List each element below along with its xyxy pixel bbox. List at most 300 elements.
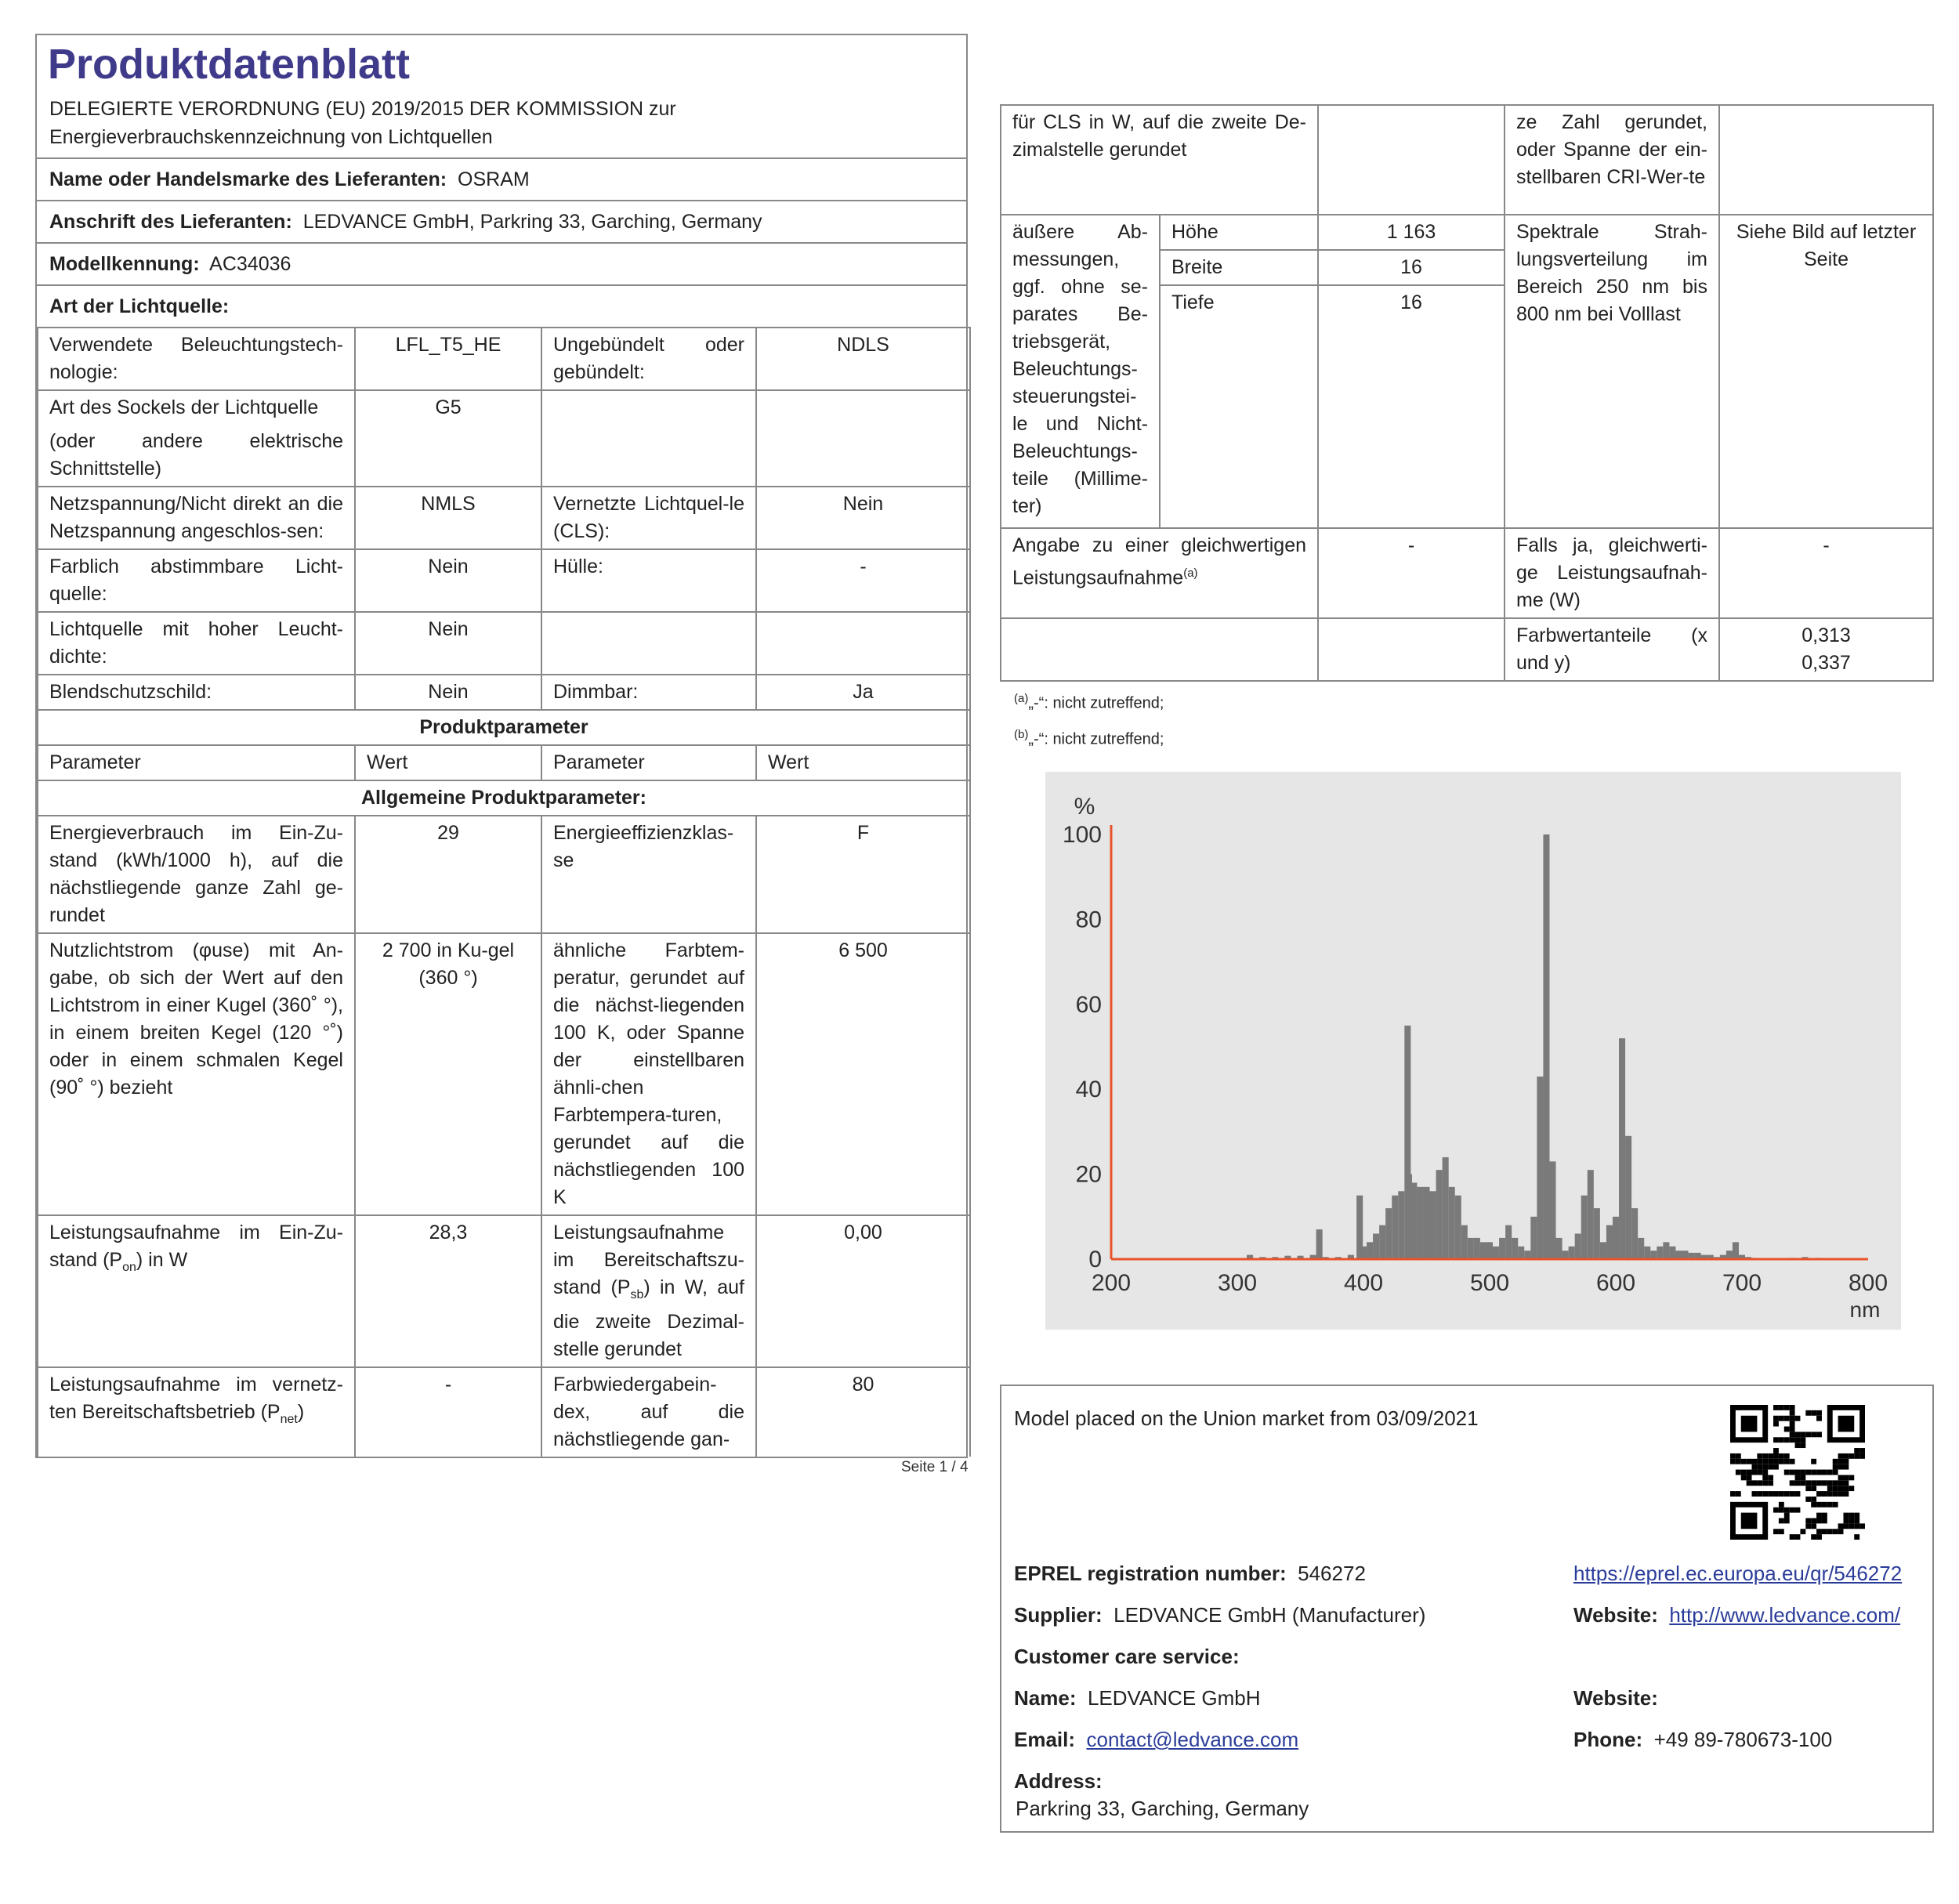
param-cell: Farbwiedergabein-dex, auf die nächstliegende gan- [541, 1367, 756, 1457]
x-tick-label: 600 [1595, 1270, 1636, 1296]
spectrum-bar [1392, 1196, 1398, 1259]
qr-module [1827, 1470, 1833, 1475]
qr-module [1822, 1502, 1827, 1508]
x-tick-label: 200 [1091, 1270, 1132, 1296]
qr-module [1795, 1480, 1801, 1486]
param-subscript: on [122, 1261, 136, 1274]
spectrum-bar [1499, 1238, 1505, 1259]
qr-module [1795, 1508, 1801, 1513]
header-box [35, 34, 968, 1458]
spectrum-bar [1581, 1196, 1588, 1259]
dimension-name: Breite [1160, 250, 1318, 285]
table-row [38, 328, 970, 390]
footnote-marker: (b) [1014, 727, 1029, 741]
qr-module [1849, 1513, 1854, 1518]
qr-module [1768, 1475, 1773, 1480]
value-cell: 0,00 [756, 1215, 970, 1367]
regulation-line-2: Energieverbrauchskennzeichnung von Lichtquellen [49, 126, 493, 148]
qr-module [1816, 1491, 1822, 1497]
qr-module [1784, 1416, 1790, 1421]
supplier-name-label: Name oder Handelsmarke des Lieferanten: [49, 168, 447, 190]
qr-module [1790, 1421, 1795, 1427]
param-text: ) in W, auf die zweite Dezimal-stelle gerundet [553, 1276, 744, 1360]
qr-module [1768, 1491, 1773, 1497]
y-tick-label: 60 [1075, 991, 1102, 1018]
qr-module [1795, 1442, 1801, 1448]
website-link[interactable]: http://www.ledvance.com/ [1669, 1603, 1901, 1627]
email-row [1014, 1726, 1298, 1753]
eprel-registration [1014, 1560, 1366, 1587]
care-website-row [1573, 1685, 1658, 1711]
value-cell: 28,3 [355, 1215, 541, 1367]
qr-module [1800, 1470, 1805, 1475]
qr-module [1795, 1437, 1801, 1442]
care-name-label: Name: [1014, 1686, 1077, 1710]
y-axis-label: % [1074, 794, 1095, 820]
qr-module [1827, 1502, 1833, 1508]
param-cell: Farblich abstimmbare Licht-quelle: [38, 549, 355, 612]
eprel-info-box [1000, 1385, 1934, 1833]
column-header-row [38, 745, 970, 780]
qr-module [1838, 1491, 1844, 1497]
section-product-parameters: Produktparameter [38, 710, 970, 745]
qr-code-icon[interactable] [1730, 1405, 1865, 1540]
qr-module [1730, 1491, 1736, 1497]
footnote-text: „-“: nicht zutreffend; [1028, 730, 1164, 748]
param-cell: Netzspannung/Nicht direkt an die Netzspannung angeschlos-sen: [38, 487, 355, 549]
light-source-table [37, 327, 971, 1457]
care-website-label: Website: [1573, 1686, 1658, 1710]
value-cell: Ja [756, 675, 970, 710]
qr-module [1800, 1475, 1805, 1480]
qr-module [1773, 1421, 1779, 1427]
qr-module [1822, 1513, 1827, 1518]
qr-module [1779, 1508, 1784, 1513]
spectrum-bar [1650, 1251, 1657, 1259]
spectrum-bar [1600, 1242, 1606, 1259]
qr-module [1762, 1475, 1768, 1480]
spectrum-bar [1474, 1238, 1480, 1259]
qr-module [1779, 1529, 1784, 1534]
qr-module [1843, 1518, 1849, 1523]
equivalent-power-w-label: Falls ja, gleichwerti-ge Leistungsaufnah-me (W) [1505, 528, 1719, 618]
param-cell: Nutzlichtstrom (φuse) mit An-gabe, ob sich der Wert auf den Lichtstrom in einer Kugel (360˚ °), in einem breiten Kegel (120 °˚) oder in einem schmalen Kegel (90˚ °) bezieht [38, 933, 355, 1215]
qr-module [1757, 1464, 1762, 1470]
qr-module [1816, 1513, 1822, 1518]
eprel-link-wrap [1573, 1560, 1902, 1587]
qr-module [1784, 1508, 1790, 1513]
spectrum-bar [1410, 1182, 1417, 1259]
qr-module [1816, 1410, 1822, 1416]
footnote-a [1014, 683, 1932, 719]
qr-module [1768, 1459, 1773, 1464]
qr-module [1795, 1470, 1801, 1475]
equivalent-power-label [1001, 528, 1318, 618]
page-title: Produktdatenblatt [48, 41, 411, 88]
qr-module [1838, 1529, 1844, 1534]
spectrum-bar [1379, 1225, 1385, 1259]
table-row [38, 675, 970, 710]
qr-module [1805, 1518, 1811, 1523]
qr-module [1838, 1475, 1844, 1480]
socket-label: Art des Sockels der Lichtquelle [49, 396, 319, 418]
table-row [1001, 618, 1933, 681]
supplier-address: LEDVANCE GmbH, Parkring 33, Garching, Germany [302, 211, 762, 233]
qr-module [1811, 1523, 1816, 1529]
qr-module [1838, 1416, 1855, 1432]
column-header-value: Wert [355, 745, 541, 780]
spectrum-bar [1606, 1225, 1613, 1259]
email-link[interactable]: contact@ledvance.com [1086, 1728, 1299, 1751]
qr-module [1838, 1453, 1844, 1459]
qr-module [1747, 1459, 1752, 1464]
qr-module [1843, 1464, 1849, 1470]
qr-module [1816, 1480, 1822, 1486]
spectrum-bar [1562, 1251, 1569, 1259]
qr-module [1784, 1513, 1790, 1518]
spectrum-bar [1449, 1187, 1455, 1259]
param-cell: Ungebündelt oder gebündelt: [541, 328, 756, 390]
qr-module [1730, 1459, 1736, 1464]
qr-module [1822, 1470, 1827, 1475]
param-text: ) [297, 1401, 305, 1423]
qr-module [1779, 1518, 1784, 1523]
eprel-link[interactable]: https://eprel.ec.europa.eu/qr/546272 [1573, 1562, 1903, 1585]
qr-module [1811, 1459, 1816, 1464]
qr-module [1790, 1508, 1795, 1513]
qr-module [1800, 1529, 1805, 1534]
table-row [1001, 105, 1933, 215]
qr-module [1838, 1459, 1844, 1464]
qr-module [1784, 1518, 1790, 1523]
qr-module [1762, 1453, 1768, 1459]
qr-module [1843, 1480, 1849, 1486]
column-header-value: Wert [756, 745, 970, 780]
spectrum-bar [1733, 1242, 1739, 1259]
qr-module [1795, 1432, 1801, 1437]
param-text: ) in W [136, 1249, 188, 1271]
qr-module [1849, 1486, 1854, 1491]
spectrum-bar [1631, 1208, 1638, 1259]
table-row [1001, 528, 1933, 618]
qr-module [1805, 1410, 1811, 1416]
care-name-row [1014, 1685, 1261, 1711]
qr-module [1773, 1464, 1779, 1470]
spectral-chart-svg [1045, 772, 1901, 1330]
param-cell: ze Zahl gerundet, oder Spanne der ein-stellbaren CRI-Wer-te [1505, 105, 1719, 215]
table-row [38, 1367, 970, 1457]
qr-module [1811, 1497, 1816, 1502]
value-cell: G5 [355, 390, 541, 487]
dimension-value: 16 [1318, 285, 1505, 528]
qr-module [1784, 1405, 1790, 1410]
qr-module [1736, 1470, 1741, 1475]
qr-module [1762, 1470, 1768, 1475]
chromaticity-y: 0,337 [1801, 652, 1851, 674]
value-cell: NDLS [756, 328, 970, 390]
y-tick-label: 0 [1088, 1247, 1102, 1272]
qr-module [1816, 1534, 1822, 1540]
eprel-registration-number: 546272 [1298, 1562, 1366, 1585]
y-tick-label: 20 [1075, 1161, 1102, 1188]
footnote-b [1014, 719, 1932, 755]
spectrum-bar [1436, 1170, 1443, 1259]
address-heading [1014, 1768, 1103, 1794]
qr-module [1854, 1513, 1859, 1518]
qr-module [1822, 1491, 1827, 1497]
qr-module [1741, 1470, 1747, 1475]
supplier-value: LEDVANCE GmbH (Manufacturer) [1113, 1603, 1426, 1627]
spectral-value: Siehe Bild auf letzter Seite [1719, 215, 1933, 528]
qr-module [1843, 1475, 1849, 1480]
qr-module [1795, 1416, 1801, 1421]
qr-module [1833, 1486, 1838, 1491]
param-text: Leistungsaufnahme im Ein-Zu-stand (P [49, 1222, 343, 1271]
table-row [38, 816, 970, 933]
table-row [38, 487, 970, 549]
value-cell: - [756, 549, 970, 612]
model-row [37, 242, 966, 284]
value-cell: Nein [355, 612, 541, 675]
qr-module [1784, 1459, 1790, 1464]
supplier-name-row [37, 157, 966, 200]
qr-module [1795, 1491, 1801, 1497]
qr-module [1854, 1448, 1859, 1453]
spectrum-bar [1530, 1217, 1537, 1259]
qr-module [1827, 1480, 1833, 1486]
website-label: Website: [1573, 1603, 1658, 1627]
spectrum-bar [1575, 1233, 1581, 1259]
param-text: Leistungsaufnahme im vernetz-ten Bereitschaftsbetrieb (P [49, 1374, 343, 1423]
qr-module [1752, 1470, 1758, 1475]
chromaticity-label: Farbwertanteile (x und y) [1505, 618, 1719, 681]
value-cell: Nein [355, 675, 541, 710]
qr-module [1822, 1518, 1827, 1523]
qr-module [1816, 1470, 1822, 1475]
spectrum-bar [1675, 1251, 1682, 1259]
qr-module [1833, 1459, 1838, 1464]
qr-module [1741, 1475, 1747, 1480]
qr-module [1784, 1437, 1790, 1442]
column-header-param: Parameter [541, 745, 756, 780]
param-cell: ähnliche Farbtem-peratur, gerundet auf die nächst-liegenden 100 K, oder Spanne der einstellbaren ähnli-chen Farbtempera-turen, gerundet auf die nächstliegenden 100 K [541, 933, 756, 1215]
table-row [38, 933, 970, 1215]
qr-module [1811, 1470, 1816, 1475]
spectral-chart [1045, 772, 1901, 1330]
model-label: Modellkennung: [49, 253, 200, 275]
qr-module [1773, 1448, 1779, 1453]
spectrum-bar [1486, 1242, 1493, 1259]
qr-module [1784, 1427, 1790, 1432]
address-value: Parkring 33, Garching, Germany [1016, 1797, 1309, 1820]
qr-module [1833, 1502, 1838, 1508]
spectrum-bar [1385, 1208, 1392, 1259]
qr-module [1790, 1480, 1795, 1486]
spectrum-bar [1367, 1242, 1373, 1259]
qr-module [1762, 1491, 1768, 1497]
qr-module [1757, 1491, 1762, 1497]
value-cell: 29 [355, 816, 541, 933]
table-row [38, 390, 970, 487]
supplier-address-row [37, 200, 966, 242]
param-cell: Energieverbrauch im Ein-Zu-stand (kWh/1000 h), auf die nächstliegende ganze Zahl ge-rundet [38, 816, 355, 933]
x-tick-label: 300 [1217, 1270, 1258, 1296]
qr-module [1790, 1491, 1795, 1497]
empty-cell [541, 612, 756, 675]
qr-module [1800, 1442, 1805, 1448]
regulation-text [37, 95, 966, 157]
qr-module [1811, 1432, 1816, 1437]
qr-module [1854, 1453, 1859, 1459]
qr-module [1811, 1518, 1816, 1523]
qr-module [1784, 1491, 1790, 1497]
qr-module [1854, 1523, 1859, 1529]
section-header-row [38, 780, 970, 816]
empty-cell [1318, 105, 1505, 215]
param-cell: Dimmbar: [541, 675, 756, 710]
qr-module [1779, 1416, 1784, 1421]
empty-cell [756, 612, 970, 675]
qr-module [1762, 1464, 1768, 1470]
empty-cell [541, 390, 756, 487]
qr-module [1811, 1534, 1816, 1540]
qr-module [1790, 1427, 1795, 1432]
qr-module [1833, 1529, 1838, 1534]
qr-module [1849, 1523, 1854, 1529]
value-cell: 80 [756, 1367, 970, 1457]
footnote-marker: (a) [1014, 692, 1029, 705]
customer-care-heading [1014, 1643, 1240, 1670]
qr-module [1741, 1459, 1747, 1464]
spectrum-bar [1360, 1247, 1367, 1259]
spectrum-bar [1398, 1191, 1404, 1259]
value-cell: F [756, 816, 970, 933]
qr-module [1773, 1459, 1779, 1464]
dimension-value: 16 [1318, 250, 1505, 285]
qr-module [1805, 1486, 1811, 1491]
qr-module [1859, 1453, 1865, 1459]
regulation-line-1: DELEGIERTE VERORDNUNG (EU) 2019/2015 DER KOMMISSION zur [49, 98, 676, 120]
empty-cell [756, 390, 970, 487]
table-row [38, 549, 970, 612]
qr-module [1805, 1470, 1811, 1475]
spectrum-bar [1619, 1038, 1625, 1259]
spectrum-bar [1461, 1225, 1468, 1259]
param-cell [38, 1215, 355, 1367]
x-tick-label: 800 [1848, 1270, 1888, 1296]
qr-module [1816, 1502, 1822, 1508]
spectral-label: Spektrale Strah-lungsverteilung im Bereich 250 nm bis 800 nm bei Volllast [1505, 215, 1719, 528]
qr-module [1805, 1523, 1811, 1529]
qr-module [1827, 1491, 1833, 1497]
qr-module [1838, 1523, 1844, 1529]
qr-module [1833, 1464, 1838, 1470]
qr-module [1800, 1432, 1805, 1437]
y-tick-label: 80 [1075, 907, 1102, 933]
qr-module [1811, 1486, 1816, 1491]
qr-module [1773, 1453, 1779, 1459]
qr-module [1805, 1432, 1811, 1437]
product-datasheet-left [35, 34, 968, 1458]
qr-module [1838, 1486, 1844, 1491]
qr-module [1800, 1437, 1805, 1442]
spectrum-bar [1468, 1238, 1474, 1259]
qr-module [1784, 1470, 1790, 1475]
qr-module [1816, 1416, 1822, 1421]
spectrum-bar [1443, 1157, 1449, 1259]
param-cell: Energieeffizienzklas-se [541, 816, 756, 933]
qr-module [1773, 1405, 1779, 1410]
qr-module [1768, 1464, 1773, 1470]
table-row [38, 1215, 970, 1367]
supplier-name: OSRAM [458, 168, 530, 190]
qr-module [1768, 1480, 1773, 1486]
qr-module [1752, 1459, 1758, 1464]
param-cell: Vernetzte Lichtquel-le (CLS): [541, 487, 756, 549]
qr-module [1762, 1480, 1768, 1486]
qr-module [1757, 1480, 1762, 1486]
empty-cell [1318, 618, 1505, 681]
qr-module [1736, 1453, 1741, 1459]
qr-module [1779, 1491, 1784, 1497]
value-cell: Nein [756, 487, 970, 549]
qr-module [1843, 1491, 1849, 1497]
qr-module [1779, 1502, 1784, 1508]
footnote-marker: (a) [1183, 566, 1198, 580]
spectrum-bar [1543, 834, 1549, 1259]
qr-module [1768, 1453, 1773, 1459]
param-cell: Hülle: [541, 549, 756, 612]
qr-module [1747, 1475, 1752, 1480]
qr-module [1811, 1410, 1816, 1416]
qr-module [1757, 1459, 1762, 1464]
qr-module [1816, 1529, 1822, 1534]
spectrum-bar [1613, 1217, 1619, 1259]
spectrum-bar [1480, 1242, 1486, 1259]
param-subscript: net [280, 1413, 298, 1426]
qr-module [1843, 1459, 1849, 1464]
eprel-registration-label: EPREL registration number: [1014, 1562, 1287, 1585]
empty-cell [1719, 105, 1933, 215]
spectrum-bar [1638, 1238, 1644, 1259]
spectrum-bar [1537, 1077, 1543, 1259]
y-tick-label: 100 [1062, 822, 1102, 848]
spectrum-bar [1594, 1208, 1600, 1259]
light-source-type-label: Art der Lichtquelle: [49, 295, 230, 317]
qr-module [1779, 1437, 1784, 1442]
table-row [38, 612, 970, 675]
footnote-text: „-“: nicht zutreffend; [1028, 694, 1164, 712]
chromaticity-x: 0,313 [1801, 624, 1851, 646]
qr-module [1795, 1475, 1801, 1480]
param-cell: für CLS in W, auf die zweite De-zimalstelle gerundet [1001, 105, 1318, 215]
supplier-address-label: Anschrift des Lieferanten: [49, 211, 292, 233]
qr-module [1827, 1486, 1833, 1491]
param-cell: Verwendete Beleuchtungstech-nologie: [38, 328, 355, 390]
spectrum-bar [1430, 1191, 1436, 1259]
phone-label: Phone: [1573, 1728, 1643, 1751]
qr-module [1854, 1518, 1859, 1523]
qr-module [1854, 1534, 1859, 1540]
spectrum-bar [1682, 1251, 1689, 1259]
spectrum-bar [1518, 1247, 1524, 1259]
qr-module [1816, 1432, 1822, 1437]
socket-label-note: (oder andere elektrische Schnittstelle) [49, 430, 343, 480]
param-text: Leistungsaufnahme im Bereitschaftszu-stand (P [553, 1222, 744, 1298]
param-subscript: sb [630, 1288, 644, 1301]
phone-row [1573, 1726, 1832, 1753]
x-tick-label: 700 [1722, 1270, 1762, 1296]
